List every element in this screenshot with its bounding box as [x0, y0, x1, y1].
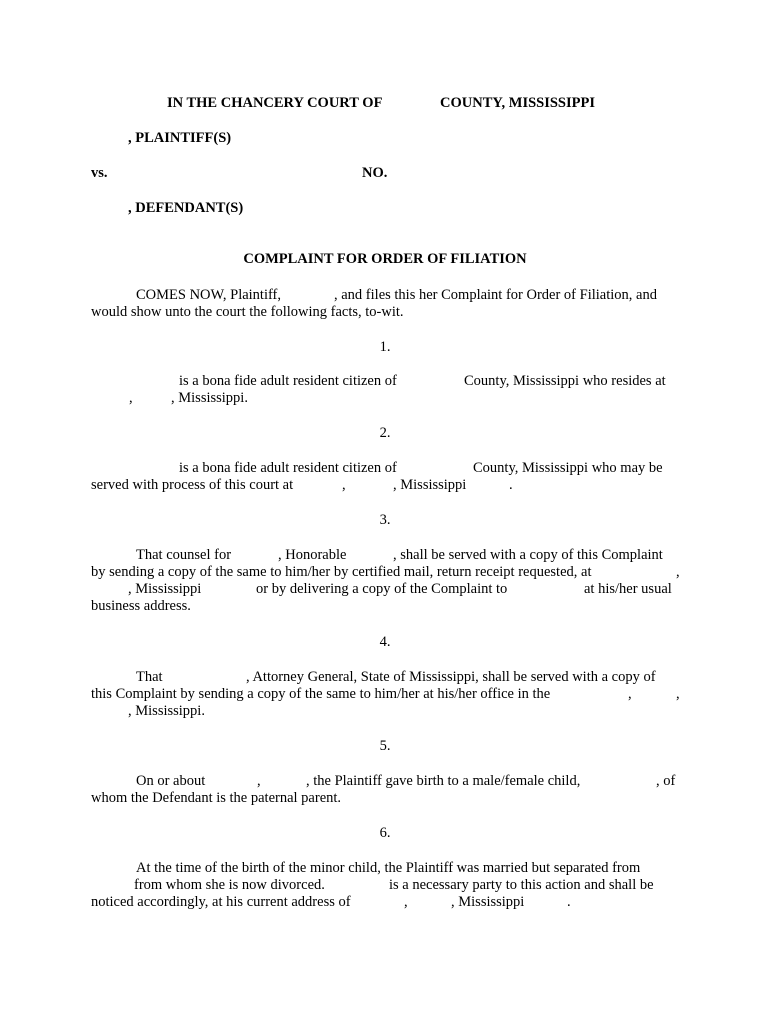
- p5-text-a: On or about: [136, 773, 206, 789]
- p3-text-g: or by delivering a copy of the Complaint to: [256, 581, 508, 597]
- p6-text-d: noticed accordingly, at his current address of: [91, 894, 351, 910]
- p6-text-g: .: [567, 894, 571, 910]
- p5-text-e: whom the Defendant is the paternal parent.: [91, 790, 342, 806]
- p3-text-b: , Honorable: [278, 547, 347, 563]
- p3-text-h: at his/her usual: [584, 581, 672, 597]
- p3-text-c: , shall be served with a copy of this Complaint: [393, 547, 663, 563]
- p2-text-e: , Mississippi: [393, 477, 467, 493]
- case-number-label: NO.: [362, 165, 388, 181]
- p3-text-d: by sending a copy of the same to him/her by certified mail, return receipt requested, at: [91, 564, 592, 580]
- p5-text-c: , the Plaintiff gave birth to a male/female child,: [306, 773, 581, 789]
- plaintiff-label: , PLAINTIFF(S): [128, 130, 232, 146]
- p1-text-b: County, Mississippi who resides at: [464, 373, 666, 389]
- p4-text-e: ,: [676, 686, 680, 702]
- paragraph-number-3: 3.: [379, 512, 391, 528]
- intro-text-c: would show unto the court the following facts, to-wit.: [91, 304, 404, 320]
- p2-text-b: County, Mississippi who may be: [473, 460, 663, 476]
- paragraph-number-6: 6.: [379, 825, 391, 841]
- p3-text-f: , Mississippi: [128, 581, 202, 597]
- p4-text-b: , Attorney General, State of Mississippi, shall be served with a copy of: [246, 669, 656, 685]
- versus-label: vs.: [91, 165, 108, 181]
- p6-text-f: , Mississippi: [451, 894, 525, 910]
- p3-text-i: business address.: [91, 598, 191, 614]
- p4-text-c: this Complaint by sending a copy of the same to him/her at his/her office in the: [91, 686, 551, 702]
- p6-text-e: ,: [404, 894, 408, 910]
- p6-text-b: from whom she is now divorced.: [134, 877, 325, 893]
- p2-text-a: is a bona fide adult resident citizen of: [179, 460, 397, 476]
- p1-text-a: is a bona fide adult resident citizen of: [179, 373, 397, 389]
- p3-text-a: That counsel for: [136, 547, 232, 563]
- p4-text-f: , Mississippi.: [128, 703, 205, 719]
- document-title: COMPLAINT FOR ORDER OF FILIATION: [243, 251, 527, 267]
- p2-text-c: served with process of this court at: [91, 477, 294, 493]
- paragraph-number-5: 5.: [379, 738, 391, 754]
- defendant-label: , DEFENDANT(S): [128, 200, 244, 216]
- p5-text-b: ,: [257, 773, 261, 789]
- court-heading-suffix: COUNTY, MISSISSIPPI: [440, 95, 595, 111]
- p1-text-d: , Mississippi.: [171, 390, 248, 406]
- p4-text-d: ,: [628, 686, 632, 702]
- p2-text-f: .: [509, 477, 513, 493]
- intro-text-a: COMES NOW, Plaintiff,: [136, 287, 282, 303]
- p2-text-d: ,: [342, 477, 346, 493]
- p6-text-c: is a necessary party to this action and shall be: [389, 877, 654, 893]
- p6-text-a: At the time of the birth of the minor child, the Plaintiff was married but separated from: [136, 860, 641, 876]
- p4-text-a: That: [136, 669, 163, 685]
- p1-text-c: ,: [129, 390, 133, 406]
- paragraph-number-1: 1.: [379, 339, 391, 355]
- intro-text-b: , and files this her Complaint for Order of Filiation, and: [334, 287, 657, 303]
- paragraph-number-2: 2.: [379, 425, 391, 441]
- paragraph-number-4: 4.: [379, 634, 391, 650]
- p3-text-e: ,: [676, 564, 680, 580]
- p5-text-d: , of: [656, 773, 676, 789]
- court-heading-prefix: IN THE CHANCERY COURT OF: [167, 95, 383, 111]
